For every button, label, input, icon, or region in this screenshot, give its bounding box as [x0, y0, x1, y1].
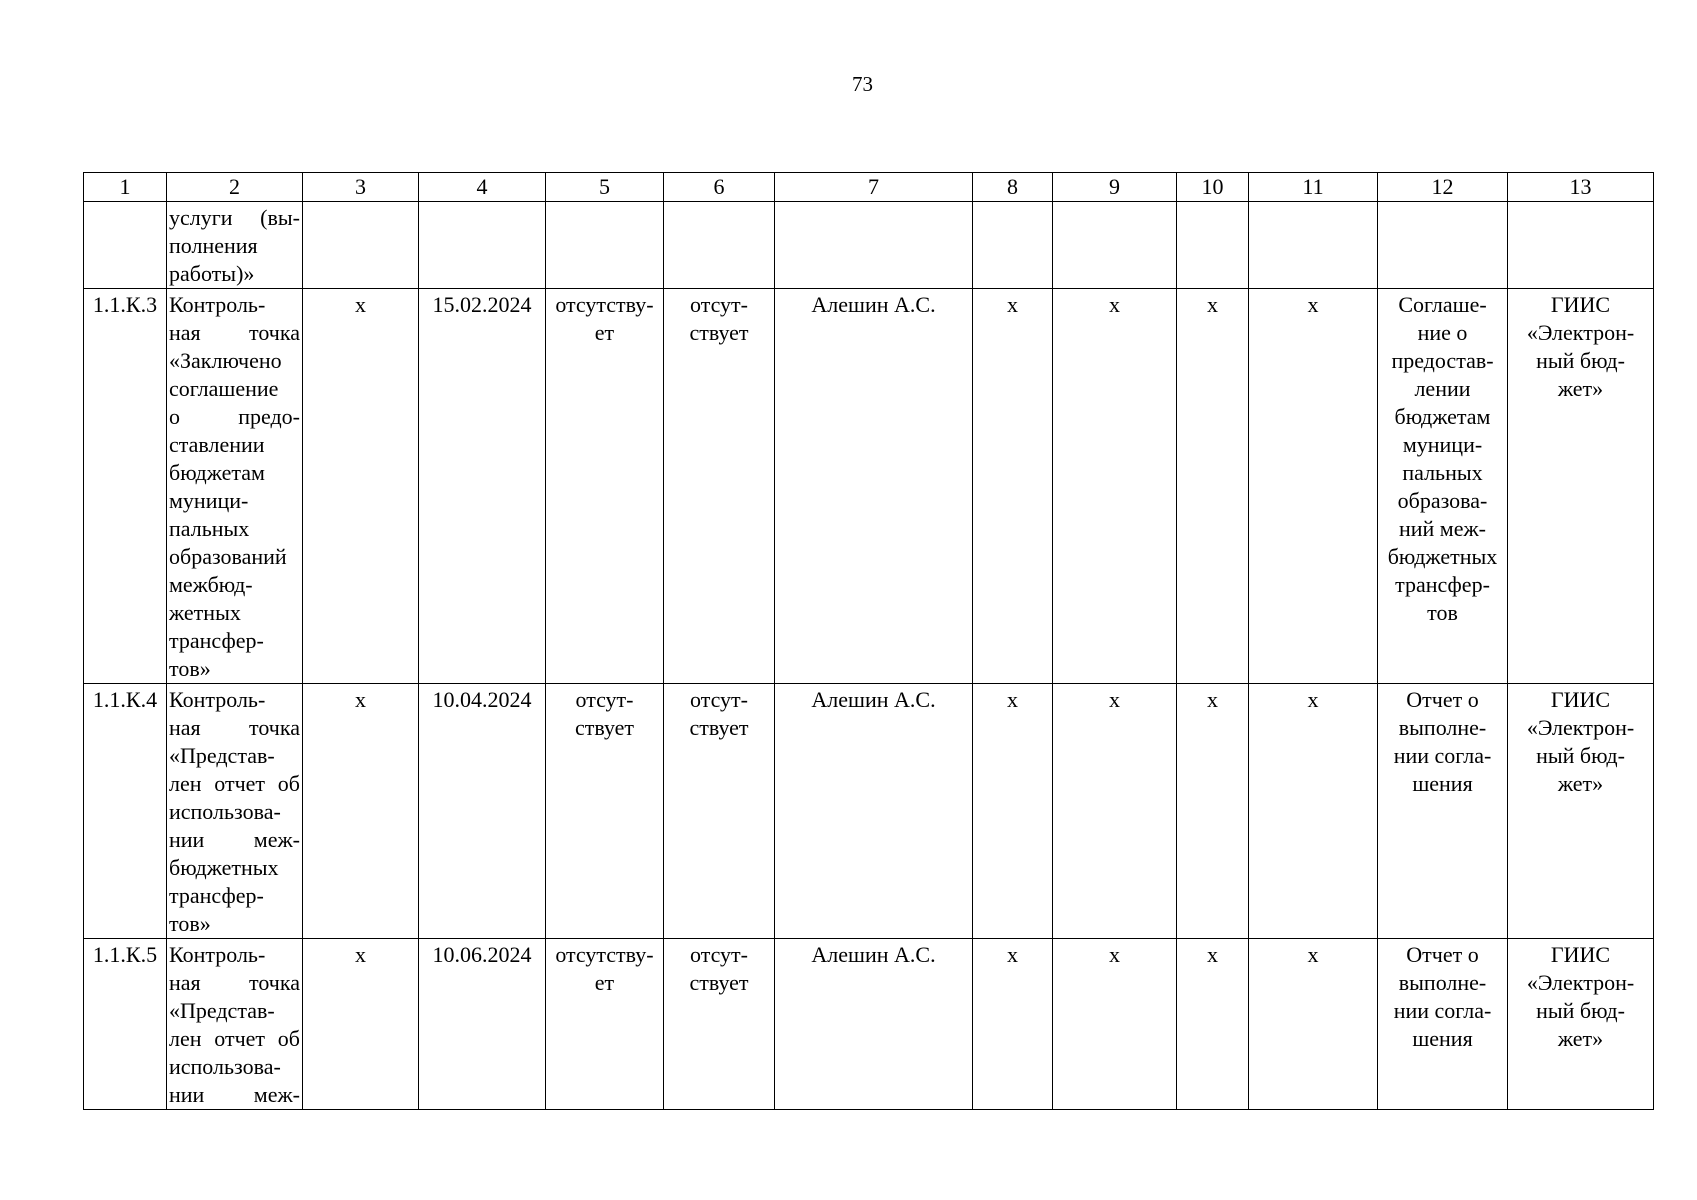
- document-cell: Отчет о выполне- нии согла- шения: [1378, 684, 1508, 939]
- header-cell: 9: [1053, 173, 1177, 202]
- date-cell: 10.04.2024: [419, 684, 546, 939]
- cell-col5: [546, 202, 664, 289]
- row-number-cell: [84, 202, 167, 289]
- cell-col6: [664, 202, 775, 289]
- header-cell: 13: [1508, 173, 1654, 202]
- description-line: межбюд-: [169, 572, 253, 597]
- table-row: [84, 289, 1654, 684]
- cell-col9: [1053, 202, 1177, 289]
- header-cell: 8: [973, 173, 1053, 202]
- header-cell: 10: [1177, 173, 1249, 202]
- responsible-cell: [775, 202, 973, 289]
- cell-col5: отсут- ствует: [546, 684, 664, 939]
- description-cell: [167, 684, 303, 939]
- description-line: ная точка: [169, 320, 300, 345]
- description-line: ная точка: [169, 715, 300, 740]
- cell-col9: х: [1053, 939, 1177, 1110]
- system-cell: ГИИС «Электрон- ный бюд- жет»: [1508, 939, 1654, 1110]
- cell-col10: х: [1177, 289, 1249, 684]
- cell-col11: х: [1249, 939, 1378, 1110]
- responsible-cell: Алешин А.С.: [775, 939, 973, 1110]
- document-cell: Соглаше- ние о предостав- лении бюджетам муници- пальных образова- ний меж- бюджетных трансфер- тов: [1378, 289, 1508, 684]
- cell-col3: [303, 202, 419, 289]
- description-line: пальных: [169, 516, 250, 541]
- description-line: бюджетных: [169, 855, 279, 880]
- row-number-cell: 1.1.К.5: [84, 939, 167, 1110]
- cell-col6: отсут- ствует: [664, 289, 775, 684]
- cell-col3: х: [303, 939, 419, 1110]
- description-line: лен отчет об: [169, 1026, 300, 1051]
- description-line: Контроль-: [169, 942, 266, 967]
- header-cell: 1: [84, 173, 167, 202]
- description-line: «Заключено: [169, 348, 282, 373]
- cell-col5: отсутству- ет: [546, 289, 664, 684]
- description-line: Контроль-: [169, 292, 266, 317]
- description-line: нии меж-: [169, 827, 300, 852]
- description-line: бюджетам: [169, 460, 265, 485]
- cell-col9: х: [1053, 684, 1177, 939]
- date-cell: 10.06.2024: [419, 939, 546, 1110]
- description-cell: [167, 939, 303, 1110]
- cell-col3: х: [303, 684, 419, 939]
- header-cell: 3: [303, 173, 419, 202]
- cell-col6: отсут- ствует: [664, 684, 775, 939]
- page-number: 73: [852, 72, 873, 96]
- row-number-cell: 1.1.К.3: [84, 289, 167, 684]
- table-header-row: [84, 173, 1654, 202]
- description-line: соглашение: [169, 376, 279, 401]
- header-cell: 5: [546, 173, 664, 202]
- responsible-cell: Алешин А.С.: [775, 684, 973, 939]
- date-cell: 15.02.2024: [419, 289, 546, 684]
- description-line: «Представ-: [169, 743, 275, 768]
- description-line: тов»: [169, 656, 211, 681]
- cell-col11: [1249, 202, 1378, 289]
- table-row: [84, 939, 1654, 1110]
- description-line: лен отчет об: [169, 771, 300, 796]
- document-cell: Отчет о выполне- нии согла- шения: [1378, 939, 1508, 1110]
- description-line: муници-: [169, 488, 249, 513]
- header-cell: 7: [775, 173, 973, 202]
- cell-col8: х: [973, 289, 1053, 684]
- cell-col10: [1177, 202, 1249, 289]
- cell-col3: х: [303, 289, 419, 684]
- document-cell: [1378, 202, 1508, 289]
- description-line: образований: [169, 544, 287, 569]
- date-cell: [419, 202, 546, 289]
- description-line: Контроль-: [169, 687, 266, 712]
- header-cell: 11: [1249, 173, 1378, 202]
- cell-col9: х: [1053, 289, 1177, 684]
- cell-col10: х: [1177, 684, 1249, 939]
- table-row: [84, 684, 1654, 939]
- cell-col10: х: [1177, 939, 1249, 1110]
- header-cell: 6: [664, 173, 775, 202]
- cell-col6: отсут- ствует: [664, 939, 775, 1110]
- description-line: использова-: [169, 1054, 281, 1079]
- system-cell: ГИИС «Электрон- ный бюд- жет»: [1508, 289, 1654, 684]
- cell-col11: х: [1249, 289, 1378, 684]
- description-line: трансфер-: [169, 883, 264, 908]
- responsible-cell: Алешин А.С.: [775, 289, 973, 684]
- header-cell: 4: [419, 173, 546, 202]
- description-line: «Представ-: [169, 998, 275, 1023]
- cell-col5: отсутству- ет: [546, 939, 664, 1110]
- description-line: ставлении: [169, 432, 265, 457]
- row-number-cell: 1.1.К.4: [84, 684, 167, 939]
- description-line: тов»: [169, 911, 211, 936]
- description-cell: [167, 289, 303, 684]
- description-line: ная точка: [169, 970, 300, 995]
- description-line: полнения: [169, 233, 258, 258]
- control-points-table: [83, 172, 1654, 1110]
- system-cell: [1508, 202, 1654, 289]
- description-line: работы)»: [169, 261, 255, 286]
- cell-col8: [973, 202, 1053, 289]
- description-line: использова-: [169, 799, 281, 824]
- header-cell: 2: [167, 173, 303, 202]
- description-line: о предо-: [169, 404, 300, 429]
- description-line: нии меж-: [169, 1082, 300, 1107]
- cell-col8: х: [973, 939, 1053, 1110]
- system-cell: ГИИС «Электрон- ный бюд- жет»: [1508, 684, 1654, 939]
- description-line: трансфер-: [169, 628, 264, 653]
- header-cell: 12: [1378, 173, 1508, 202]
- cell-col8: х: [973, 684, 1053, 939]
- description-line: услуги (вы-: [169, 205, 300, 230]
- cell-col11: х: [1249, 684, 1378, 939]
- description-line: жетных: [169, 600, 241, 625]
- table-body: [84, 173, 1654, 1110]
- description-cell: [167, 202, 303, 289]
- table-row: [84, 202, 1654, 289]
